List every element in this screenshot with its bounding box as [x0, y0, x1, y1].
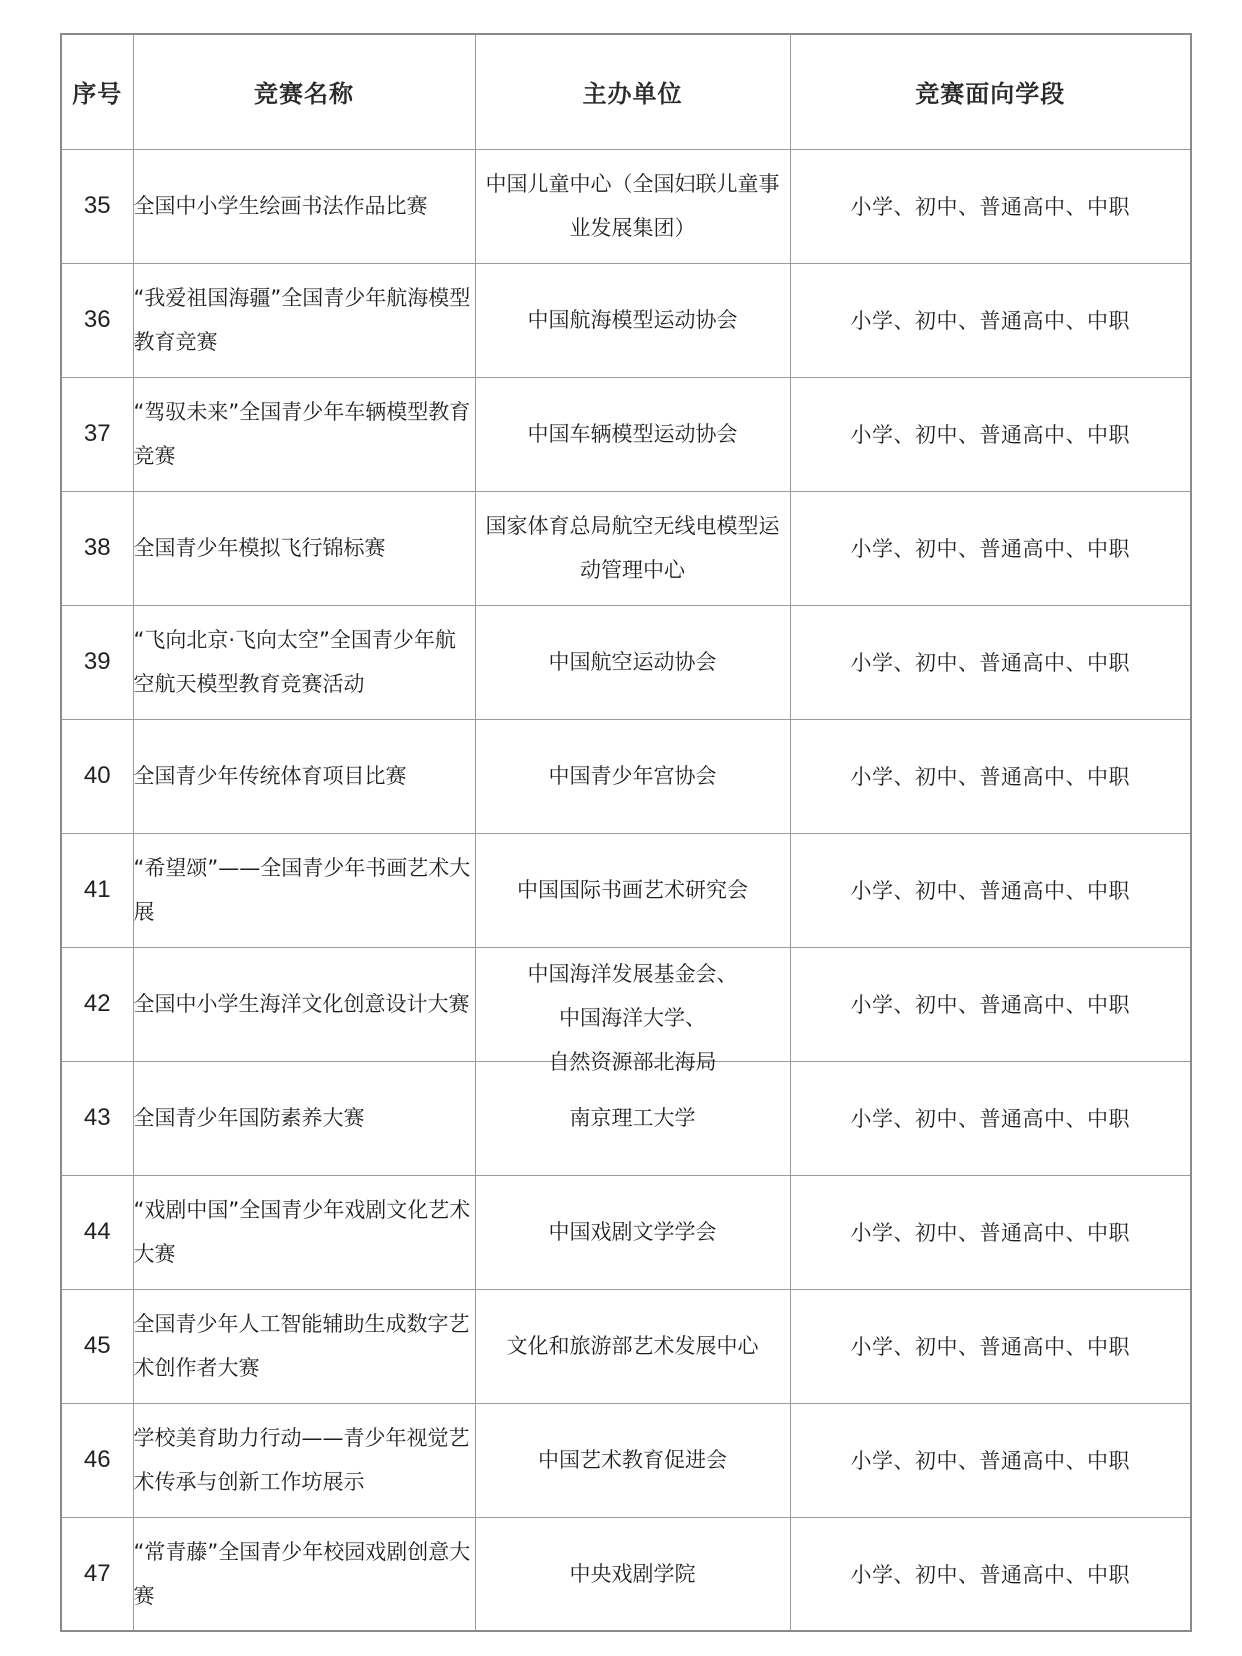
table-row: [61, 491, 1191, 605]
stage: 小学、初中、普通高中、中职: [790, 947, 1191, 1061]
stage: 小学、初中、普通高中、中职: [790, 263, 1191, 377]
competition-name: “戏剧中国”全国青少年戏剧文化艺术大赛: [133, 1175, 475, 1289]
table-row: [61, 947, 1191, 1061]
stage: 小学、初中、普通高中、中职: [790, 1061, 1191, 1175]
row-index: 37: [61, 377, 133, 491]
table-row: [61, 833, 1191, 947]
header-stage: 竞赛面向学段: [790, 34, 1191, 149]
row-index: 45: [61, 1289, 133, 1403]
header-name: 竞赛名称: [133, 34, 475, 149]
table-row: [61, 719, 1191, 833]
row-index: 46: [61, 1403, 133, 1517]
organizer-lines: [476, 948, 790, 1074]
table-row: [61, 1289, 1191, 1403]
stage: 小学、初中、普通高中、中职: [790, 1289, 1191, 1403]
competition-name: 学校美育助力行动——青少年视觉艺术传承与创新工作坊展示: [133, 1403, 475, 1517]
row-index: 39: [61, 605, 133, 719]
header-index: 序号: [61, 34, 133, 149]
competition-name: 全国青少年传统体育项目比赛: [133, 719, 475, 833]
organizer: 中国车辆模型运动协会: [475, 377, 790, 491]
organizer: 文化和旅游部艺术发展中心: [475, 1289, 790, 1403]
competition-name: 全国青少年人工智能辅助生成数字艺术创作者大赛: [133, 1289, 475, 1403]
competition-name: 全国中小学生海洋文化创意设计大赛: [133, 947, 475, 1061]
table-row: [61, 605, 1191, 719]
competition-name: 全国青少年国防素养大赛: [133, 1061, 475, 1175]
organizer: 中国艺术教育促进会: [475, 1403, 790, 1517]
stage: 小学、初中、普通高中、中职: [790, 149, 1191, 263]
stage: 小学、初中、普通高中、中职: [790, 1403, 1191, 1517]
stage: 小学、初中、普通高中、中职: [790, 377, 1191, 491]
competition-name: “驾驭未来”全国青少年车辆模型教育竞赛: [133, 377, 475, 491]
organizer-line: 中国海洋发展基金会、: [527, 961, 738, 986]
competition-table: [60, 33, 1192, 1632]
row-index: 42: [61, 947, 133, 1061]
table-row: [61, 1517, 1191, 1631]
row-index: 40: [61, 719, 133, 833]
stage: 小学、初中、普通高中、中职: [790, 491, 1191, 605]
row-index: 41: [61, 833, 133, 947]
organizer-line: 自然资源部北海局: [548, 1049, 717, 1074]
stage: 小学、初中、普通高中、中职: [790, 833, 1191, 947]
organizer: 国家体育总局航空无线电模型运动管理中心: [475, 491, 790, 605]
organizer: 中国航空运动协会: [475, 605, 790, 719]
organizer: 南京理工大学: [475, 1061, 790, 1175]
header-row: [61, 34, 1191, 149]
competition-name: “常青藤”全国青少年校园戏剧创意大赛: [133, 1517, 475, 1631]
header-organizer: 主办单位: [475, 34, 790, 149]
row-index: 47: [61, 1517, 133, 1631]
organizer: 中国儿童中心（全国妇联儿童事业发展集团）: [475, 149, 790, 263]
table-row: [61, 263, 1191, 377]
competition-name: 全国青少年模拟飞行锦标赛: [133, 491, 475, 605]
table-row: [61, 1175, 1191, 1289]
organizer: 中国国际书画艺术研究会: [475, 833, 790, 947]
table-row: [61, 1403, 1191, 1517]
row-index: 36: [61, 263, 133, 377]
row-index: 43: [61, 1061, 133, 1175]
table-row: [61, 149, 1191, 263]
stage: 小学、初中、普通高中、中职: [790, 1175, 1191, 1289]
competition-name: “我爱祖国海疆”全国青少年航海模型教育竞赛: [133, 263, 475, 377]
organizer-line: 中国海洋大学、: [559, 1005, 706, 1030]
row-index: 35: [61, 149, 133, 263]
competition-name: “希望颂”——全国青少年书画艺术大展: [133, 833, 475, 947]
row-index: 38: [61, 491, 133, 605]
organizer: 中央戏剧学院: [475, 1517, 790, 1631]
organizer: 中国戏剧文学学会: [475, 1175, 790, 1289]
organizer: [475, 947, 790, 1074]
stage: 小学、初中、普通高中、中职: [790, 1517, 1191, 1631]
row-index: 44: [61, 1175, 133, 1289]
table-row: [61, 377, 1191, 491]
competition-name: “飞向北京·飞向太空”全国青少年航空航天模型教育竞赛活动: [133, 605, 475, 719]
organizer: 中国青少年宫协会: [475, 719, 790, 833]
stage: 小学、初中、普通高中、中职: [790, 605, 1191, 719]
stage: 小学、初中、普通高中、中职: [790, 719, 1191, 833]
competition-name: 全国中小学生绘画书法作品比赛: [133, 149, 475, 263]
organizer: 中国航海模型运动协会: [475, 263, 790, 377]
